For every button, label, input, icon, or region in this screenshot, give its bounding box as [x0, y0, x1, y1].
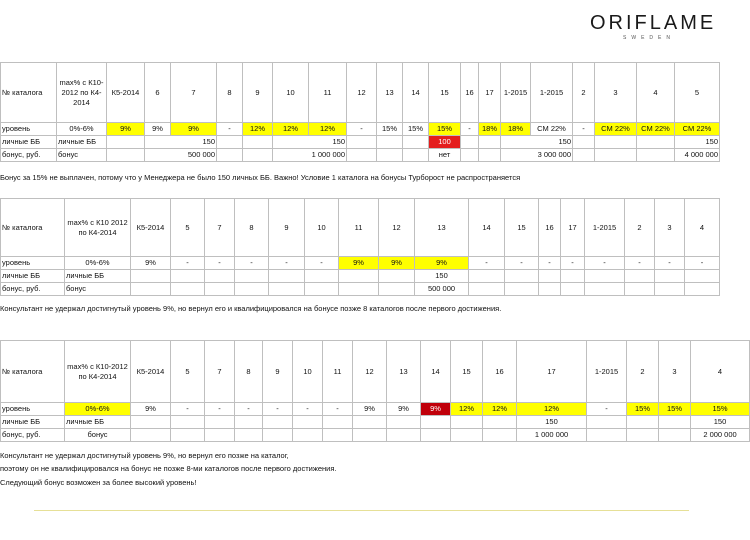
- table-cell: 9%: [421, 403, 451, 416]
- table-cell: [625, 270, 655, 283]
- table-cell: личные ББ: [65, 416, 131, 429]
- table-cell: [243, 136, 273, 149]
- table-cell: [595, 149, 637, 162]
- logo-tagline: SWEDEN: [623, 35, 675, 41]
- table-cell: 150: [517, 416, 587, 429]
- table-cell: [479, 149, 501, 162]
- header-cell: 5: [675, 63, 720, 123]
- header-cell: 16: [539, 199, 561, 257]
- table-cell: [235, 429, 263, 442]
- header-cell: max% с К10 2012 по К4-2014: [65, 199, 131, 257]
- table-cell: 9%: [379, 257, 415, 270]
- table-cell: [625, 283, 655, 296]
- row-label: уровень: [1, 257, 65, 270]
- table-cell: [171, 283, 205, 296]
- table-cell: личные ББ: [65, 270, 131, 283]
- table-cell: [205, 270, 235, 283]
- header-cell: 1-2015: [501, 63, 531, 123]
- table-cell: [479, 136, 501, 149]
- header-cell: № каталога: [1, 63, 57, 123]
- row-label: личные ББ: [1, 416, 65, 429]
- table-cell: 9%: [145, 123, 171, 136]
- table-cell: [659, 429, 691, 442]
- header-cell: К5-2014: [131, 199, 171, 257]
- table-cell: [131, 416, 171, 429]
- table-cell: [387, 416, 421, 429]
- table-cell: -: [461, 123, 479, 136]
- header-cell: 3: [659, 341, 691, 403]
- table-cell: 18%: [501, 123, 531, 136]
- table-cell: -: [585, 257, 625, 270]
- table-cell: 4 000 000: [675, 149, 720, 162]
- table-cell: [171, 270, 205, 283]
- table-cell: 2 000 000: [691, 429, 750, 442]
- table-cell: -: [573, 123, 595, 136]
- header-cell: max% с К10-2012 по К4-2014: [65, 341, 131, 403]
- header-cell: 15: [505, 199, 539, 257]
- table-cell: 100: [429, 136, 461, 149]
- table-cell: [505, 270, 539, 283]
- table-cell: [269, 270, 305, 283]
- table-cell: [243, 149, 273, 162]
- header-cell: 5: [171, 199, 205, 257]
- table-cell: СМ 22%: [595, 123, 637, 136]
- table-cell: -: [235, 257, 269, 270]
- table-cell: -: [469, 257, 505, 270]
- table-cell: [377, 149, 403, 162]
- header-cell: max% с К10-2012 по К4-2014: [57, 63, 107, 123]
- table-cell: СМ 22%: [637, 123, 675, 136]
- header-cell: 14: [469, 199, 505, 257]
- row-label: бонус, руб.: [1, 283, 65, 296]
- table-row: [1, 429, 750, 442]
- header-cell: 3: [595, 63, 637, 123]
- header-cell: 2: [625, 199, 655, 257]
- table-cell: -: [293, 403, 323, 416]
- table-cell: [451, 429, 483, 442]
- header-cell: 8: [235, 199, 269, 257]
- table-cell: [539, 283, 561, 296]
- header-cell: 15: [429, 63, 461, 123]
- table-cell: -: [561, 257, 585, 270]
- table-cell: -: [205, 403, 235, 416]
- table-cell: 9%: [131, 257, 171, 270]
- table-cell: [347, 149, 377, 162]
- header-cell: 17: [561, 199, 585, 257]
- table-3-header-row: [1, 341, 750, 403]
- table-row: [1, 416, 750, 429]
- header-cell: 4: [685, 199, 720, 257]
- row-label: бонус, руб.: [1, 149, 57, 162]
- table-cell: [461, 136, 479, 149]
- table-cell: [293, 416, 323, 429]
- header-cell: 13: [415, 199, 469, 257]
- header-cell: 10: [305, 199, 339, 257]
- table-cell: [339, 270, 379, 283]
- table-cell: -: [171, 257, 205, 270]
- table-cell: 500 000: [145, 149, 217, 162]
- table-row: [1, 270, 720, 283]
- table-cell: [131, 283, 171, 296]
- header-cell: 9: [243, 63, 273, 123]
- table-cell: [235, 270, 269, 283]
- header-cell: 16: [483, 341, 517, 403]
- table-cell: 0%-6%: [65, 257, 131, 270]
- table-cell: 0%-6%: [57, 123, 107, 136]
- table-cell: [235, 283, 269, 296]
- logo-wordmark: ORIFLAME: [590, 12, 717, 34]
- table-cell: [305, 283, 339, 296]
- header-cell: 17: [479, 63, 501, 123]
- table-cell: 9%: [387, 403, 421, 416]
- header-cell: 1-2015: [587, 341, 627, 403]
- table-cell: -: [205, 257, 235, 270]
- table-cell: [655, 270, 685, 283]
- table-cell: [353, 429, 387, 442]
- header-cell: 7: [205, 341, 235, 403]
- table-row: [1, 283, 720, 296]
- table-cell: 12%: [273, 123, 309, 136]
- table-cell: 9%: [171, 123, 217, 136]
- table-cell: -: [323, 403, 353, 416]
- table-cell: бонус: [65, 429, 131, 442]
- table-cell: [637, 136, 675, 149]
- table-cell: [217, 136, 243, 149]
- table-cell: [573, 136, 595, 149]
- header-cell: 11: [323, 341, 353, 403]
- table-cell: 3 000 000: [501, 149, 573, 162]
- table-cell: [655, 283, 685, 296]
- table-1-note: Бонус за 15% не выплачен, потому что у Менеджера не было 150 личных ББ. Важно! Условие 1 каталога на бонусы Турборост не распространяется: [0, 173, 521, 182]
- table-cell: -: [171, 403, 205, 416]
- table-cell: 12%: [309, 123, 347, 136]
- header-cell: 7: [171, 63, 217, 123]
- table-cell: 15%: [377, 123, 403, 136]
- table-cell: [379, 270, 415, 283]
- table-cell: -: [269, 257, 305, 270]
- table-cell: 9%: [339, 257, 379, 270]
- table-cell: [205, 283, 235, 296]
- table-cell: нет: [429, 149, 461, 162]
- table-3-note-3: Следующий бонус возможен за более высокий уровень!: [0, 478, 197, 487]
- header-cell: 4: [637, 63, 675, 123]
- table-cell: [107, 149, 145, 162]
- table-cell: [585, 270, 625, 283]
- table-cell: 150: [145, 136, 217, 149]
- table-cell: 150: [415, 270, 469, 283]
- table-cell: [483, 416, 517, 429]
- table-row: [1, 136, 720, 149]
- table-cell: [377, 136, 403, 149]
- row-label: личные ББ: [1, 270, 65, 283]
- table-cell: [587, 429, 627, 442]
- table-cell: -: [685, 257, 720, 270]
- header-cell: 3: [655, 199, 685, 257]
- table-1-header-row: [1, 63, 720, 123]
- header-cell: 8: [235, 341, 263, 403]
- table-cell: бонус: [65, 283, 131, 296]
- table-cell: [561, 283, 585, 296]
- table-cell: [561, 270, 585, 283]
- table-cell: [235, 416, 263, 429]
- header-cell: 13: [387, 341, 421, 403]
- table-1-block: [0, 62, 719, 162]
- table-cell: 150: [273, 136, 347, 149]
- table-cell: 9%: [353, 403, 387, 416]
- table-cell: [505, 283, 539, 296]
- table-cell: 150: [501, 136, 573, 149]
- table-cell: [627, 416, 659, 429]
- table-cell: [205, 416, 235, 429]
- table-cell: [387, 429, 421, 442]
- table-cell: [685, 283, 720, 296]
- table-cell: [205, 429, 235, 442]
- table-cell: [421, 416, 451, 429]
- table-2-block: [0, 198, 719, 296]
- header-cell: 14: [403, 63, 429, 123]
- header-cell: К5-2014: [131, 341, 171, 403]
- table-cell: 15%: [627, 403, 659, 416]
- table-cell: -: [305, 257, 339, 270]
- table-cell: -: [505, 257, 539, 270]
- header-cell: № каталога: [1, 341, 65, 403]
- table-cell: 15%: [429, 123, 461, 136]
- table-cell: 15%: [659, 403, 691, 416]
- table-cell: 1 000 000: [517, 429, 587, 442]
- table-cell: [421, 429, 451, 442]
- header-cell: 6: [145, 63, 171, 123]
- table-cell: -: [655, 257, 685, 270]
- table-cell: [353, 416, 387, 429]
- table-2: [0, 198, 720, 296]
- header-cell: № каталога: [1, 199, 65, 257]
- table-cell: СМ 22%: [675, 123, 720, 136]
- table-cell: [637, 149, 675, 162]
- table-cell: [595, 136, 637, 149]
- table-cell: [339, 283, 379, 296]
- header-cell: 12: [353, 341, 387, 403]
- header-cell: 7: [205, 199, 235, 257]
- table-cell: 1 000 000: [273, 149, 347, 162]
- table-cell: -: [217, 123, 243, 136]
- table-cell: -: [235, 403, 263, 416]
- header-cell: 1-2015: [531, 63, 573, 123]
- table-1: [0, 62, 720, 162]
- table-cell: [585, 283, 625, 296]
- table-3: [0, 340, 750, 442]
- header-cell: 14: [421, 341, 451, 403]
- header-cell: 15: [451, 341, 483, 403]
- table-cell: 15%: [403, 123, 429, 136]
- table-2-header-row: [1, 199, 720, 257]
- table-cell: 18%: [479, 123, 501, 136]
- table-cell: 0%-6%: [65, 403, 131, 416]
- table-row: [1, 123, 720, 136]
- table-cell: 9%: [107, 123, 145, 136]
- header-cell: 10: [273, 63, 309, 123]
- table-cell: 9%: [415, 257, 469, 270]
- table-cell: [469, 270, 505, 283]
- table-cell: [627, 429, 659, 442]
- table-3-block: [0, 340, 737, 442]
- table-cell: -: [625, 257, 655, 270]
- row-label: уровень: [1, 403, 65, 416]
- table-cell: [379, 283, 415, 296]
- header-cell: 10: [293, 341, 323, 403]
- header-cell: 1-2015: [585, 199, 625, 257]
- table-cell: [293, 429, 323, 442]
- table-cell: [323, 429, 353, 442]
- header-cell: 16: [461, 63, 479, 123]
- table-cell: [347, 136, 377, 149]
- table-cell: 150: [675, 136, 720, 149]
- table-cell: [451, 416, 483, 429]
- table-cell: 12%: [451, 403, 483, 416]
- table-cell: 500 000: [415, 283, 469, 296]
- table-cell: 15%: [691, 403, 750, 416]
- header-cell: 13: [377, 63, 403, 123]
- header-cell: 11: [309, 63, 347, 123]
- table-cell: [685, 270, 720, 283]
- table-cell: [659, 416, 691, 429]
- row-label: уровень: [1, 123, 57, 136]
- table-row: [1, 257, 720, 270]
- header-cell: 12: [379, 199, 415, 257]
- table-2-note: Консультант не удержал достигнутый уровень 9%, но вернул его и квалифицировался на бонусе позже 8 каталогов после первого достижения.: [0, 304, 502, 313]
- footer-divider: [34, 510, 689, 511]
- table-cell: [539, 270, 561, 283]
- table-cell: [461, 149, 479, 162]
- table-cell: [217, 149, 243, 162]
- table-cell: -: [347, 123, 377, 136]
- header-cell: 9: [269, 199, 305, 257]
- table-cell: -: [539, 257, 561, 270]
- table-cell: [107, 136, 145, 149]
- table-cell: бонус: [57, 149, 107, 162]
- table-cell: 12%: [517, 403, 587, 416]
- table-cell: [305, 270, 339, 283]
- table-3-note-1: Консультант не удержал достигнутый уровень 9%, но вернул его позже на каталог,: [0, 451, 289, 460]
- table-cell: [403, 136, 429, 149]
- table-cell: -: [263, 403, 293, 416]
- table-row: [1, 403, 750, 416]
- table-cell: [323, 416, 353, 429]
- table-cell: -: [587, 403, 627, 416]
- header-cell: 12: [347, 63, 377, 123]
- table-cell: [573, 149, 595, 162]
- table-cell: [269, 283, 305, 296]
- header-cell: 8: [217, 63, 243, 123]
- table-cell: [263, 416, 293, 429]
- header-cell: К5-2014: [107, 63, 145, 123]
- table-row: [1, 149, 720, 162]
- table-cell: [131, 429, 171, 442]
- row-label: бонус, руб.: [1, 429, 65, 442]
- header-cell: 5: [171, 341, 205, 403]
- header-cell: 9: [263, 341, 293, 403]
- table-cell: личные ББ: [57, 136, 107, 149]
- header-cell: 4: [691, 341, 750, 403]
- table-cell: [171, 429, 205, 442]
- table-3-note-2: поэтому он не квалифицировался на бонус не позже 8-ми каталогов после первого достижения.: [0, 464, 337, 473]
- table-cell: 12%: [243, 123, 273, 136]
- row-label: личные ББ: [1, 136, 57, 149]
- table-cell: [483, 429, 517, 442]
- header-cell: 17: [517, 341, 587, 403]
- header-cell: 2: [627, 341, 659, 403]
- header-cell: 11: [339, 199, 379, 257]
- table-cell: [131, 270, 171, 283]
- table-cell: [403, 149, 429, 162]
- table-cell: [469, 283, 505, 296]
- table-cell: 9%: [131, 403, 171, 416]
- table-cell: 150: [691, 416, 750, 429]
- table-cell: [587, 416, 627, 429]
- table-cell: [263, 429, 293, 442]
- table-cell: [171, 416, 205, 429]
- table-cell: СМ 22%: [531, 123, 573, 136]
- oriflame-logo: [590, 12, 717, 41]
- header-cell: 2: [573, 63, 595, 123]
- table-cell: 12%: [483, 403, 517, 416]
